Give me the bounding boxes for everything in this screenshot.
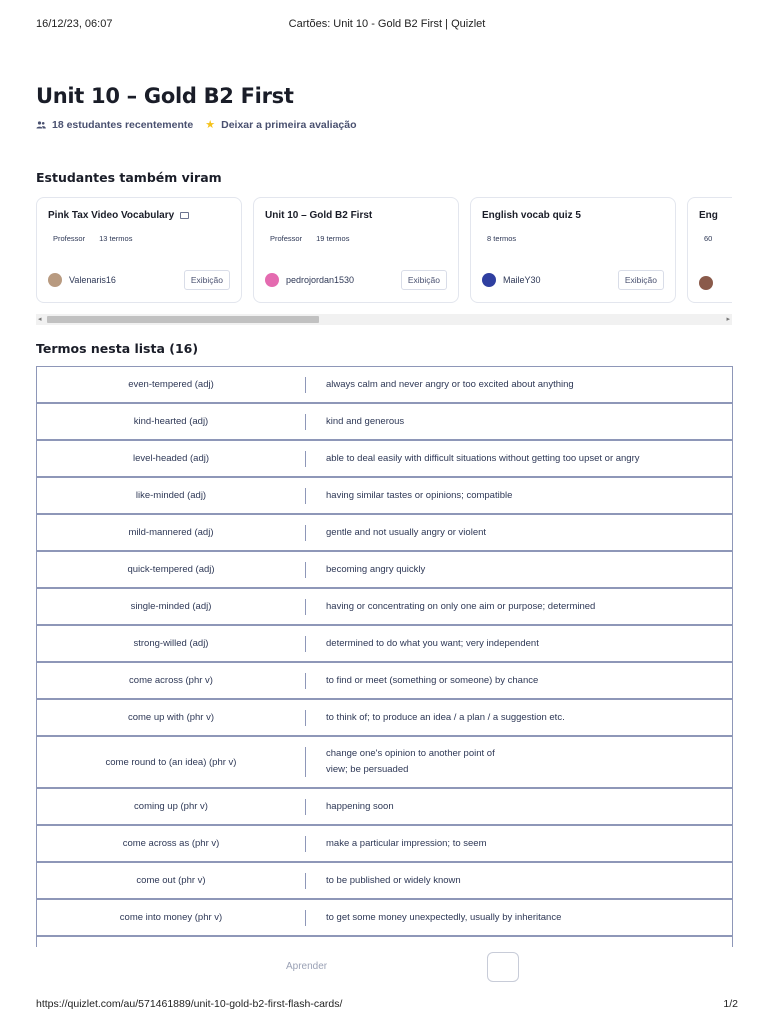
term-row xyxy=(37,589,732,626)
term-word: strong-willed (adj) xyxy=(133,638,209,649)
term-definition: kind and generous xyxy=(326,415,405,427)
related-set-card[interactable] xyxy=(470,197,676,303)
set-card-tag: Professor xyxy=(270,234,303,243)
term-word: mild-mannered (adj) xyxy=(128,527,214,538)
scroll-left-icon[interactable]: ◂ xyxy=(38,316,42,323)
rate-label: Deixar a primeira avaliação xyxy=(221,118,357,131)
term-row xyxy=(37,478,732,515)
image-icon xyxy=(180,212,189,219)
related-set-card[interactable] xyxy=(253,197,459,303)
term-word: come across as (phr v) xyxy=(122,838,220,849)
set-card-count: 13 termos xyxy=(99,234,133,243)
term-row xyxy=(37,404,732,441)
term-word: come into money (phr v) xyxy=(119,912,223,923)
term-definition xyxy=(326,746,732,778)
print-url: https://quizlet.com/au/571461889/unit-10-gold-b2-first-flash-cards/ xyxy=(36,998,343,1010)
mode-button[interactable] xyxy=(487,952,519,982)
term-row xyxy=(37,826,732,863)
term-row xyxy=(37,663,732,700)
set-card-count: 60 xyxy=(704,234,713,243)
term-definition: gentle and not usually angry or violent xyxy=(326,526,487,538)
term-word: coming up (phr v) xyxy=(134,801,208,812)
study-bar xyxy=(36,950,733,984)
students-link[interactable] xyxy=(36,119,193,131)
terms-heading: Termos nesta lista (16) xyxy=(36,341,199,356)
star-icon: ★ xyxy=(205,119,216,131)
set-card-tag: Professor xyxy=(53,234,86,243)
term-word: come across (phr v) xyxy=(129,675,213,686)
view-button[interactable]: Exibição xyxy=(401,270,447,290)
learn-button[interactable]: Aprender xyxy=(286,961,328,972)
username: pedrojordan1530 xyxy=(286,275,355,285)
term-word: single-minded (adj) xyxy=(130,601,212,612)
set-card-user[interactable] xyxy=(48,273,116,287)
students-label: 18 estudantes recentemente xyxy=(52,118,194,131)
print-page-title: Cartões: Unit 10 - Gold B2 First | Quizlet xyxy=(288,18,486,30)
username: MaileY30 xyxy=(503,275,541,285)
set-card-count: 8 termos xyxy=(487,234,517,243)
term-word: even-tempered (adj) xyxy=(128,379,214,390)
page-title: Unit 10 – Gold B2 First xyxy=(36,84,294,108)
term-definition: to be published or widely known xyxy=(326,874,461,886)
scrollbar-thumb[interactable] xyxy=(47,316,319,323)
term-word: like-minded (adj) xyxy=(135,490,207,501)
related-set-card[interactable] xyxy=(687,197,732,303)
print-header xyxy=(36,18,738,32)
definition-line: change one's opinion to another point of xyxy=(326,748,495,759)
term-row xyxy=(37,863,732,900)
set-card-title: English vocab quiz 5 xyxy=(482,210,581,221)
term-row xyxy=(37,937,732,947)
users-icon xyxy=(36,121,46,129)
set-card-user[interactable] xyxy=(265,273,354,287)
view-button[interactable]: Exibição xyxy=(184,270,230,290)
avatar xyxy=(482,273,496,287)
term-word: level-headed (adj) xyxy=(132,453,210,464)
term-row xyxy=(37,367,732,404)
term-definition: to find or meet (something or someone) by chance xyxy=(326,674,539,686)
term-row xyxy=(37,700,732,737)
set-card-title: Unit 10 – Gold B2 First xyxy=(265,210,373,221)
term-definition: happening soon xyxy=(326,800,394,812)
print-page-number: 1/2 xyxy=(723,998,738,1010)
carousel-scrollbar[interactable] xyxy=(36,314,732,325)
avatar xyxy=(48,273,62,287)
set-card-user[interactable] xyxy=(482,273,541,287)
term-definition: always calm and never angry or too excited about anything xyxy=(326,378,574,390)
print-datetime: 16/12/23, 06:07 xyxy=(36,18,113,30)
term-word: come up with (phr v) xyxy=(127,712,215,723)
set-meta xyxy=(36,118,369,131)
set-card-count: 19 termos xyxy=(316,234,350,243)
term-definition: to think of; to produce an idea / a plan / a suggestion etc. xyxy=(326,711,565,723)
avatar xyxy=(699,276,713,290)
avatar xyxy=(265,273,279,287)
term-definition: determined to do what you want; very independent xyxy=(326,637,539,649)
term-definition: becoming angry quickly xyxy=(326,563,426,575)
set-card-title: Pink Tax Video Vocabulary xyxy=(48,210,175,221)
term-word: kind-hearted (adj) xyxy=(133,416,209,427)
set-card-title: Eng xyxy=(699,210,718,221)
term-row xyxy=(37,515,732,552)
definition-line: view; be persuaded xyxy=(326,764,409,775)
term-row xyxy=(37,441,732,478)
term-definition: make a particular impression; to seem xyxy=(326,837,487,849)
related-set-card[interactable] xyxy=(36,197,242,303)
term-row xyxy=(37,626,732,663)
set-card-user[interactable] xyxy=(699,276,720,290)
term-row xyxy=(37,789,732,826)
related-heading: Estudantes também viram xyxy=(36,170,222,185)
scroll-right-icon[interactable]: ▸ xyxy=(726,316,730,323)
term-definition: having similar tastes or opinions; compatible xyxy=(326,489,513,501)
term-word: quick-tempered (adj) xyxy=(127,564,215,575)
term-row xyxy=(37,900,732,937)
username: Valenaris16 xyxy=(69,275,116,285)
view-button[interactable]: Exibição xyxy=(618,270,664,290)
term-definition: to get some money unexpectedly, usually by inheritance xyxy=(326,911,562,923)
term-row xyxy=(37,552,732,589)
term-definition: having or concentrating on only one aim or purpose; determined xyxy=(326,600,596,612)
related-sets-carousel xyxy=(36,197,732,305)
print-footer xyxy=(36,998,738,1010)
terms-list xyxy=(36,366,733,947)
term-word: come round to (an idea) (phr v) xyxy=(105,756,237,768)
term-definition: able to deal easily with difficult situations without getting too upset or angry xyxy=(326,452,640,464)
term-word: come out (phr v) xyxy=(136,875,206,886)
rate-link[interactable] xyxy=(205,118,356,131)
term-row xyxy=(37,737,732,789)
